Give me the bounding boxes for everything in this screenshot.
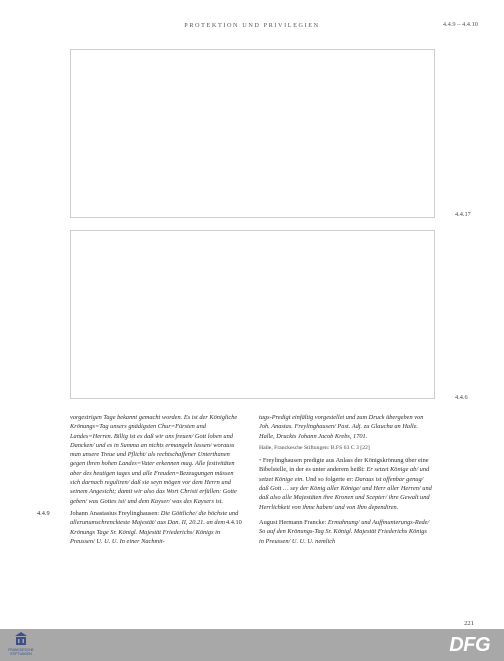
running-title: PROTEKTION UND PRIVILEGIEN (184, 22, 320, 29)
entry-title: Die Göttliche/ die höchste und allerunumschrenckteste Majestät/ aus Dan. II, 20.21. an dem Krönungs Tage Sr. Königl. Majestät Friederichs/ Königs in Preussen/ U. U. U. In einer Nachmit- (70, 509, 239, 545)
figure-ref-1: 4.4.17 (455, 211, 471, 218)
franckesche-stiftungen-logo (6, 632, 36, 659)
entry-number: 4.4.10 (226, 518, 242, 526)
summary-quote-2: Daraus ist offenbar genug/ daß Gott … sey der König aller Könige/ und Herr aller Herren/ und daß also alle Majestäten ihre Kronen und Scepter/ ihre Gewalt und Herrlichkeit von ihme haben/ und von Ihm dependiren. (259, 475, 432, 511)
entry-summary (259, 456, 433, 512)
dfg-logo: DFG (449, 634, 490, 656)
entry-number: 4.4.9 (37, 509, 50, 517)
logo-caption (6, 648, 36, 656)
figure-ref-2: 4.4.6 (455, 394, 468, 401)
continuation-text: vorgestrigen Tage bekannt gemacht worden. Es ist der Königliche Krönungs=Tag unsers gnädigsten Chur=Fürsten und Landes=Herren. Billig ist es daß wir uns freuen/ Gott loben und Dancken/ und es in Summa an nichts ermangeln lassen/ worauss man unsere Treue und Pflicht/ als rechtschaffener Unterthanen gegen ihren hohen Landes=Vater erkennen mag. Alle festivitäten aber des heutigen tages und alle Freuden=Bezeugungen müssen sich darnach reguliren/ daß sie seyn mögen vor dem Herrn und seinem Angesicht; damit wir also das Wort Christi erfüllen: Gotte geben/ was Gottes ist/ und dem Kayser/ was des Kaysers ist. (70, 414, 238, 505)
page-number: 221 (464, 620, 474, 627)
summary-quote: Er setzet Könige ab/ und setzet Könige ein. (259, 466, 430, 483)
entry-4-4-9 (37, 509, 243, 546)
entry-author: Johann Anastasius Freylinghausen: (70, 509, 161, 517)
building-icon (14, 632, 28, 646)
logo-caption-line1: FRANCKESCHE (8, 648, 34, 652)
holding-reference: Halle, Franckesche Stiftungen: B.FS 63 C 3 [22] (259, 444, 370, 451)
right-column (226, 413, 433, 546)
page-range: 4.4.9 – 4.4.10 (442, 21, 478, 28)
left-column (37, 413, 243, 546)
figure-image-2 (70, 230, 435, 399)
entry-author: August Hermann Francke: (259, 518, 328, 526)
summary-text-2: Und so folgerte er: (303, 475, 355, 483)
logo-caption-line2: STIFTUNGEN (10, 652, 32, 656)
figure-image-1 (70, 49, 435, 218)
entry-title: Ermahnung/ und Auffmunterungs-Rede/ So auf den Krönungs-Tag Sr. Königl. Majestät Friederichs Königs in Preussen/ U. U. U. nemlich (259, 518, 430, 545)
footer-bar (0, 629, 504, 661)
entry-4-4-10 (226, 518, 433, 546)
summary-text: Freylinghausen predigte aus Anlass der Königskrönung über eine Bibelstelle, in der es unter anderem heißt: (259, 457, 429, 474)
entry-title-continued: tags-Predigt einfältig vorgestellet und zum Druck übergeben von Joh. Anastas. Freylinghausen/ Past. Adj. zu Glaucha an Halle. Halle, Druckts Johann Jacob Krebs, 1701. (259, 414, 424, 440)
bullet-icon: • (259, 457, 262, 465)
